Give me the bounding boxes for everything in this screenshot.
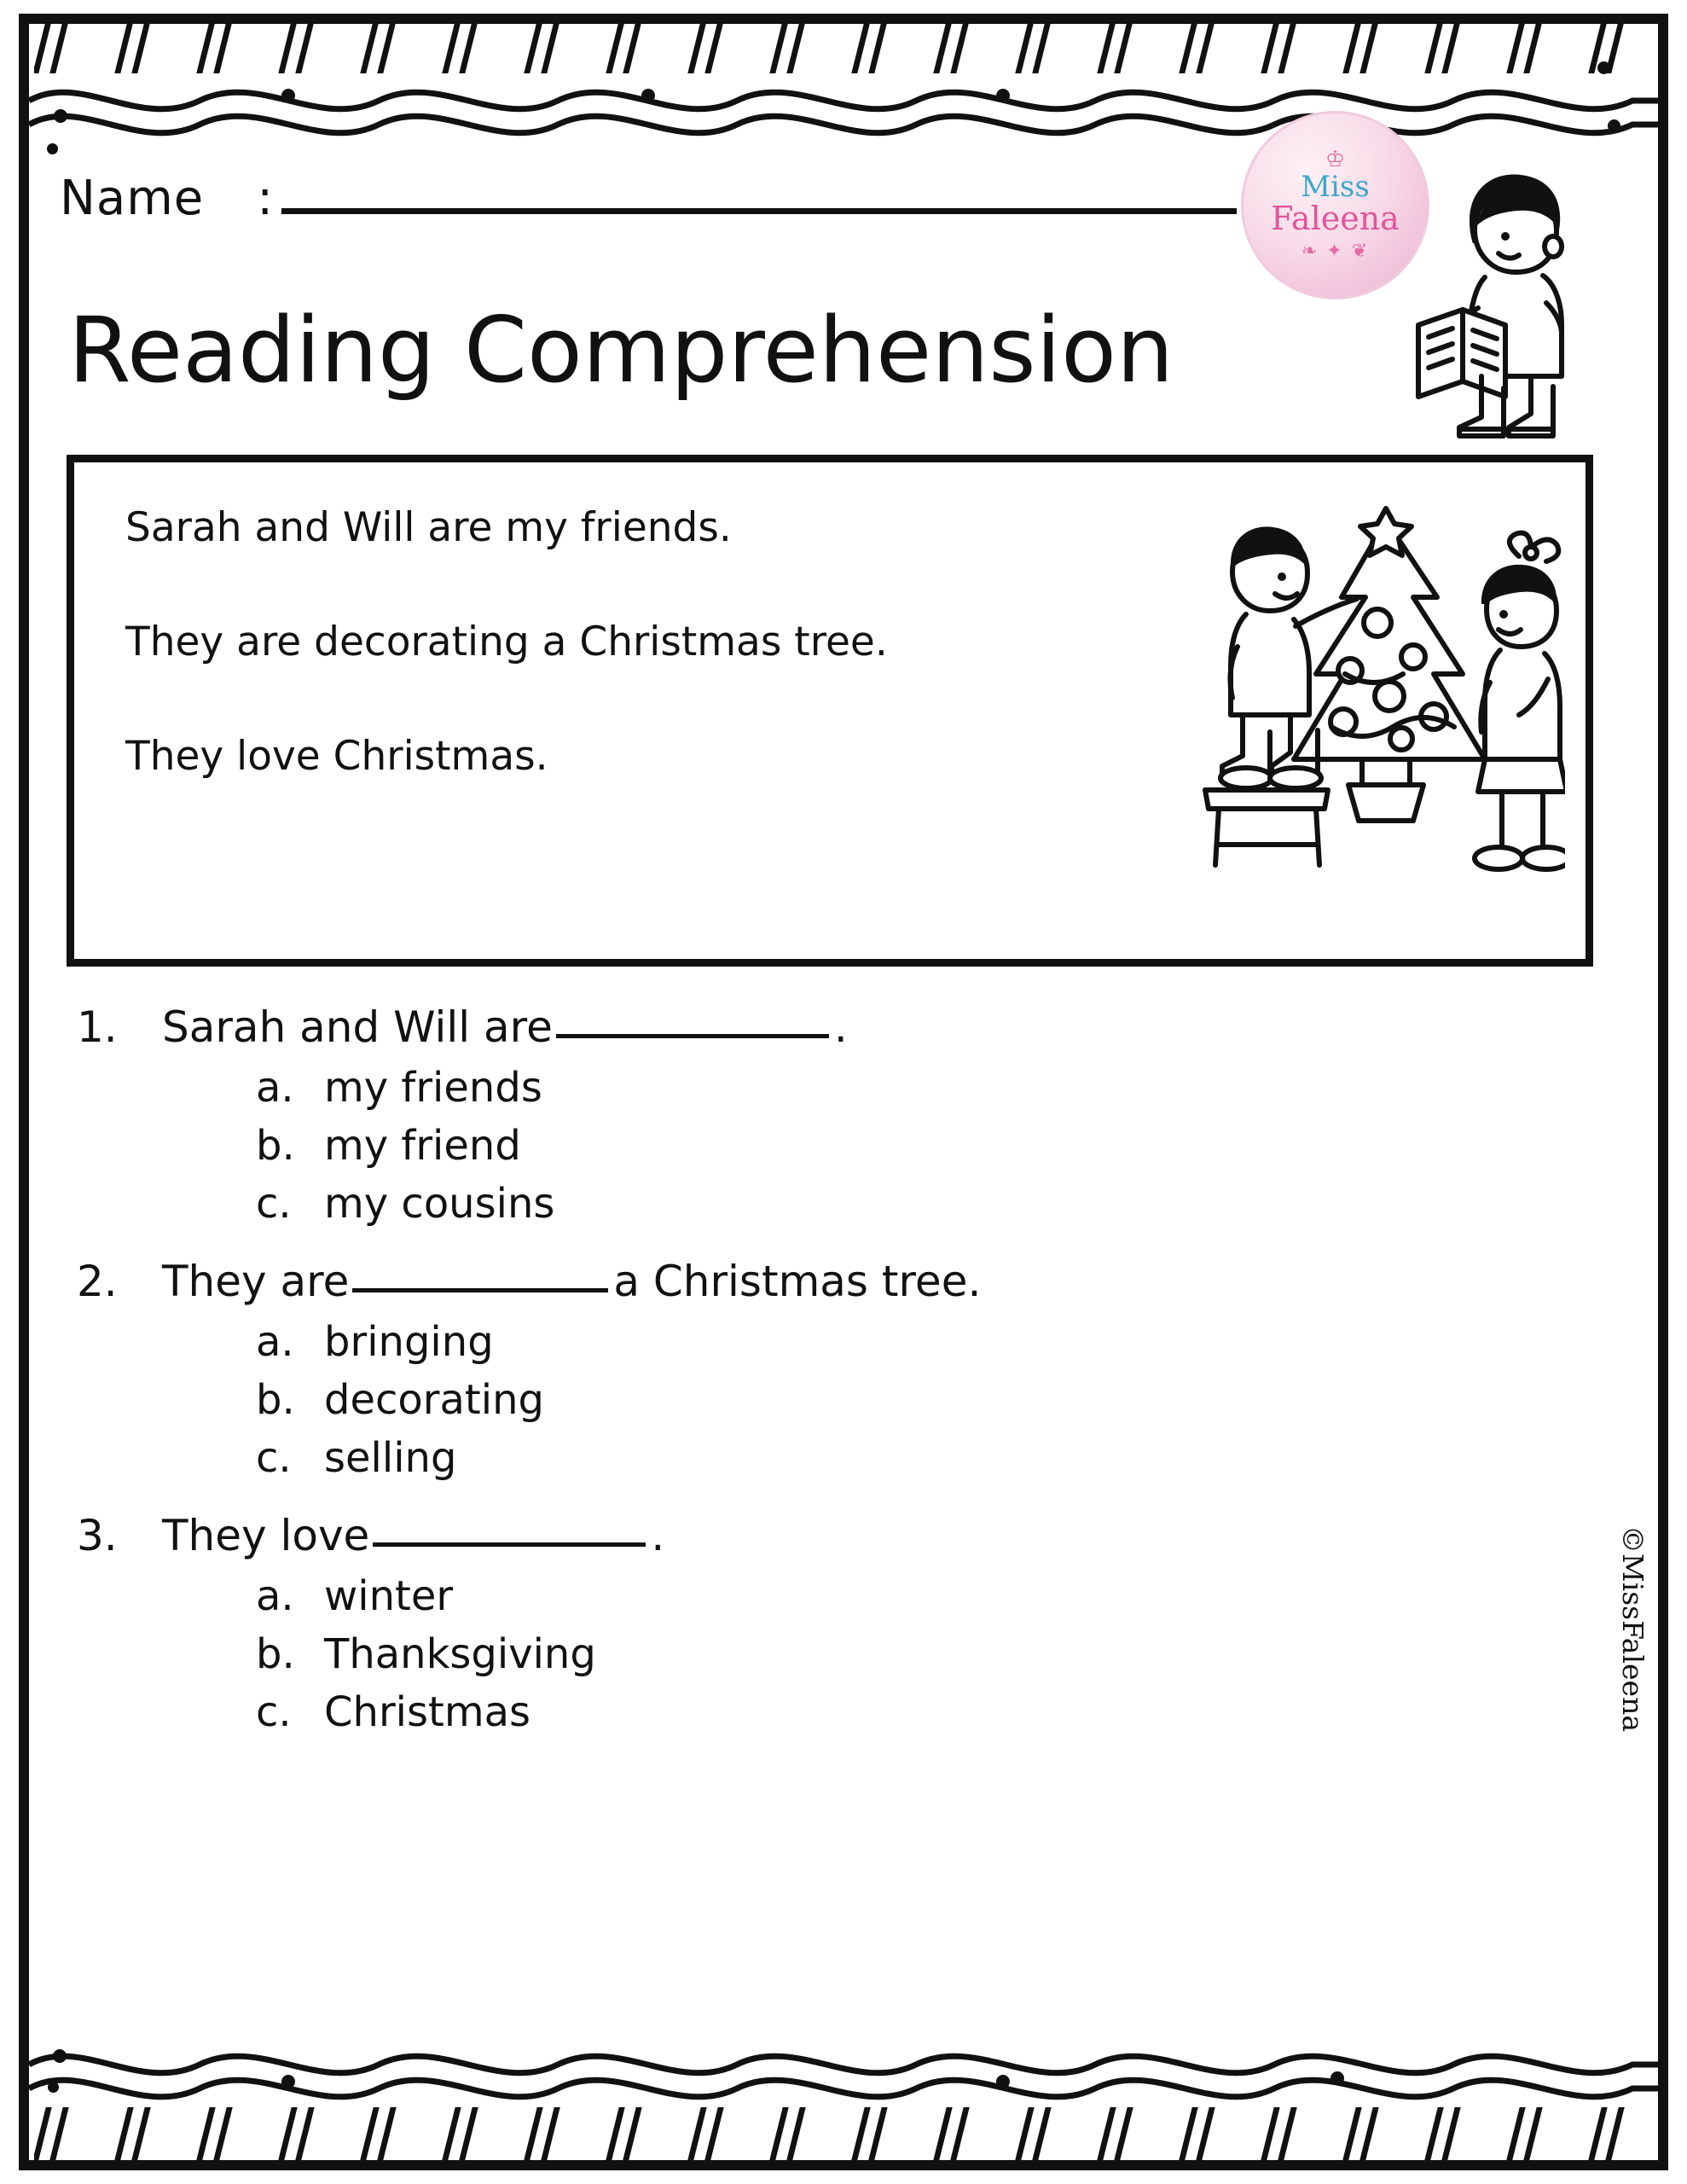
- choice-option[interactable]: [256, 1630, 1578, 1678]
- decor-dot: [47, 143, 58, 154]
- decor-dot: [996, 2075, 1010, 2088]
- decor-dot: [281, 89, 295, 102]
- name-input-line[interactable]: [281, 203, 1237, 214]
- choice-letter: c.: [256, 1180, 292, 1228]
- decor-dot: [1608, 119, 1620, 132]
- passage-line: They are decorating a Christmas tree.: [125, 619, 888, 666]
- passage-line: Sarah and Will are my friends.: [125, 504, 732, 551]
- questions-list: [77, 1002, 1578, 1765]
- question-prefix: They love: [162, 1511, 370, 1560]
- choice-letter: b.: [256, 1630, 295, 1678]
- name-colon: :: [257, 171, 274, 226]
- choice-option[interactable]: [256, 1318, 1578, 1366]
- choice-text: bringing: [324, 1318, 494, 1366]
- decor-dot: [1330, 2071, 1344, 2085]
- decor-dot: [641, 89, 655, 102]
- choice-option[interactable]: [256, 1434, 1578, 1482]
- decor-dot: [996, 89, 1010, 102]
- question-item: [77, 1511, 1578, 1736]
- choice-option[interactable]: [256, 1376, 1578, 1424]
- question-prefix: Sarah and Will are: [162, 1002, 553, 1052]
- question-prefix: They are: [162, 1257, 350, 1306]
- question-suffix: .: [833, 1002, 848, 1052]
- choice-list: [256, 1064, 1578, 1228]
- choice-list: [256, 1318, 1578, 1482]
- answer-blank[interactable]: [352, 1285, 608, 1292]
- choice-letter: c.: [256, 1434, 292, 1482]
- choice-text: winter: [324, 1572, 454, 1620]
- choice-letter: a.: [256, 1064, 294, 1112]
- choice-letter: b.: [256, 1376, 295, 1424]
- choice-text: decorating: [324, 1376, 544, 1424]
- choice-text: my friend: [324, 1122, 521, 1170]
- question-number: 2.: [77, 1257, 118, 1306]
- question-line: [77, 1257, 1578, 1306]
- choice-text: Thanksgiving: [324, 1630, 596, 1678]
- choice-option[interactable]: [256, 1180, 1578, 1228]
- choice-letter: b.: [256, 1122, 295, 1170]
- decor-dot: [53, 2049, 67, 2063]
- choice-text: my cousins: [324, 1180, 555, 1228]
- passage-text: [125, 505, 1200, 780]
- choice-option[interactable]: [256, 1688, 1578, 1736]
- choice-option[interactable]: [256, 1064, 1578, 1112]
- answer-blank[interactable]: [373, 1539, 646, 1547]
- brand-logo: [1241, 111, 1429, 299]
- decor-dot: [281, 2075, 295, 2088]
- choice-text: selling: [324, 1434, 457, 1482]
- choice-option[interactable]: [256, 1122, 1578, 1170]
- question-line: [77, 1002, 1578, 1052]
- answer-blank[interactable]: [556, 1031, 829, 1038]
- passage-line: They love Christmas.: [125, 733, 548, 781]
- decor-dot: [1597, 61, 1610, 74]
- decor-dot: [48, 2082, 59, 2093]
- question-suffix: a Christmas tree.: [613, 1257, 982, 1306]
- choice-text: my friends: [324, 1064, 542, 1112]
- children-decorating-christmas-tree-clipart: [1181, 503, 1565, 930]
- question-line: [77, 1511, 1578, 1560]
- boy-reading-book-clipart: [1403, 158, 1599, 448]
- name-label: Name: [60, 171, 205, 226]
- copyright-notice: ©MissFaleena: [1616, 1525, 1649, 1732]
- page-title: Reading Comprehension: [68, 298, 1174, 403]
- question-item: [77, 1257, 1578, 1482]
- choice-option[interactable]: [256, 1572, 1578, 1620]
- choice-letter: c.: [256, 1688, 292, 1736]
- name-row: [60, 171, 1237, 226]
- crown-icon: ♔: [1325, 147, 1346, 173]
- logo-line-2: Faleena: [1271, 200, 1400, 238]
- choice-letter: a.: [256, 1318, 294, 1366]
- question-number: 3.: [77, 1511, 118, 1560]
- flourish-icon: ❧ ✦ ❦: [1301, 240, 1370, 262]
- question-suffix: .: [651, 1511, 665, 1560]
- choice-text: Christmas: [324, 1688, 531, 1736]
- choice-list: [256, 1572, 1578, 1736]
- logo-line-1: Miss: [1301, 170, 1370, 205]
- question-number: 1.: [77, 1002, 118, 1052]
- choice-letter: a.: [256, 1572, 294, 1620]
- decor-dot: [54, 109, 67, 123]
- question-item: [77, 1002, 1578, 1228]
- top-tick-border: [34, 19, 1653, 78]
- bottom-tick-border: [34, 2106, 1653, 2165]
